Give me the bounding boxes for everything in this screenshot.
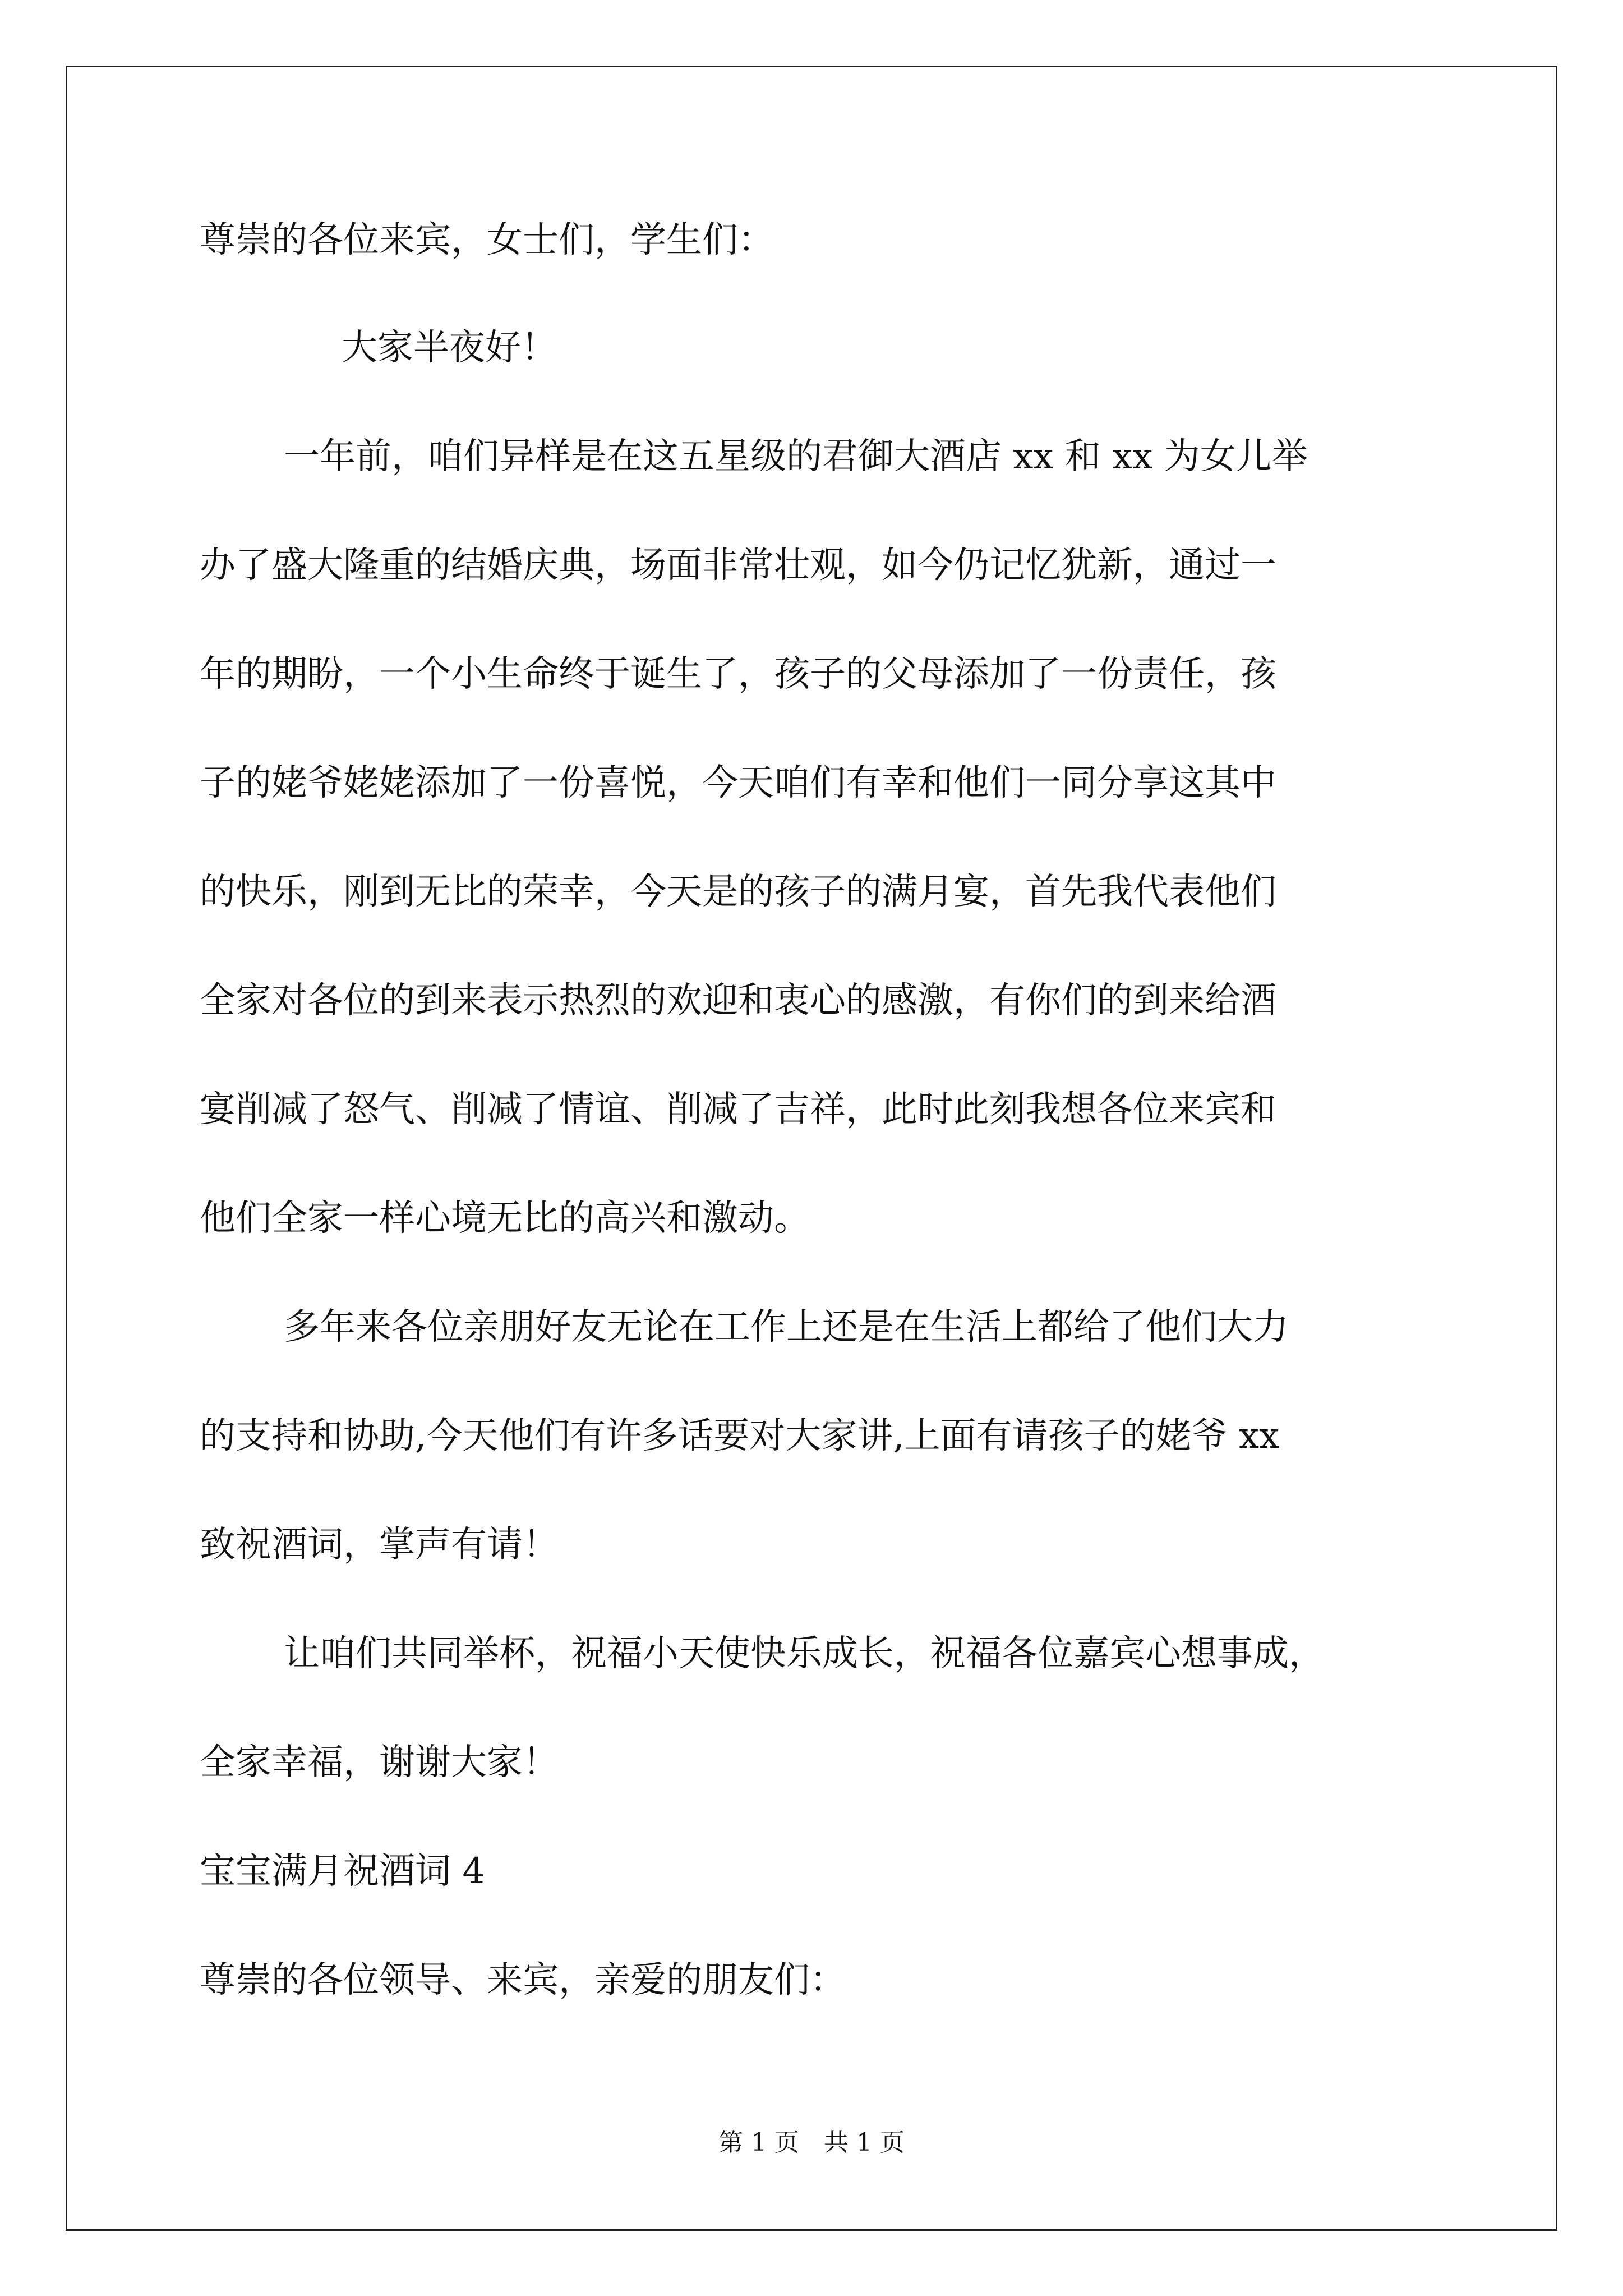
paragraph-line: 致祝酒词，掌声有请！ [200,1524,559,1566]
paragraph-line: 办了盛大隆重的结婚庆典，场面非常壮观，如今仍记忆犹新，通过一 [200,545,1276,586]
page-footer: 第 1 页 共 1 页 [718,2128,905,2157]
paragraph-line: 多年来各位亲朋好友无论在工作上还是在生活上都给了他们大力 [284,1306,1289,1348]
page-border [66,66,1557,2231]
paragraph-line: 子的姥爷姥姥添加了一份喜悦，今天咱们有幸和他们一同分享这其中 [200,762,1276,804]
paragraph-line: 宴削减了怒气、削减了情谊、削减了吉祥，此时此刻我想各位来宾和 [200,1089,1276,1130]
paragraph-line: 的快乐，刚到无比的荣幸，今天是的孩子的满月宴，首先我代表他们 [200,871,1276,913]
salutation-line: 尊崇的各位领导、来宾，亲爱的朋友们： [200,1959,846,2001]
paragraph-line: 让咱们共同举杯，祝福小天使快乐成长，祝福各位嘉宾心想事成， [284,1633,1325,1674]
paragraph-line: 一年前，咱们异样是在这五星级的君御大酒店 xx 和 xx 为女儿举 [284,436,1308,477]
greeting-line: 大家半夜好！ [342,327,557,369]
paragraph-line: 全家对各位的到来表示热烈的欢迎和衷心的感激，有你们的到来给酒 [200,980,1276,1022]
section-heading: 宝宝满月祝酒词 4 [200,1851,486,1892]
paragraph-line: 他们全家一样心境无比的高兴和激动。 [200,1198,810,1239]
paragraph-line: 全家幸福，谢谢大家！ [200,1742,559,1783]
paragraph-line: 年的期盼，一个小生命终于诞生了，孩子的父母添加了一份责任，孩 [200,654,1276,695]
paragraph-line: 的支持和协助,今天他们有许多话要对大家讲,上面有请孩子的姥爷 xx [200,1415,1280,1457]
salutation-line: 尊崇的各位来宾，女士们，学生们： [200,219,774,261]
